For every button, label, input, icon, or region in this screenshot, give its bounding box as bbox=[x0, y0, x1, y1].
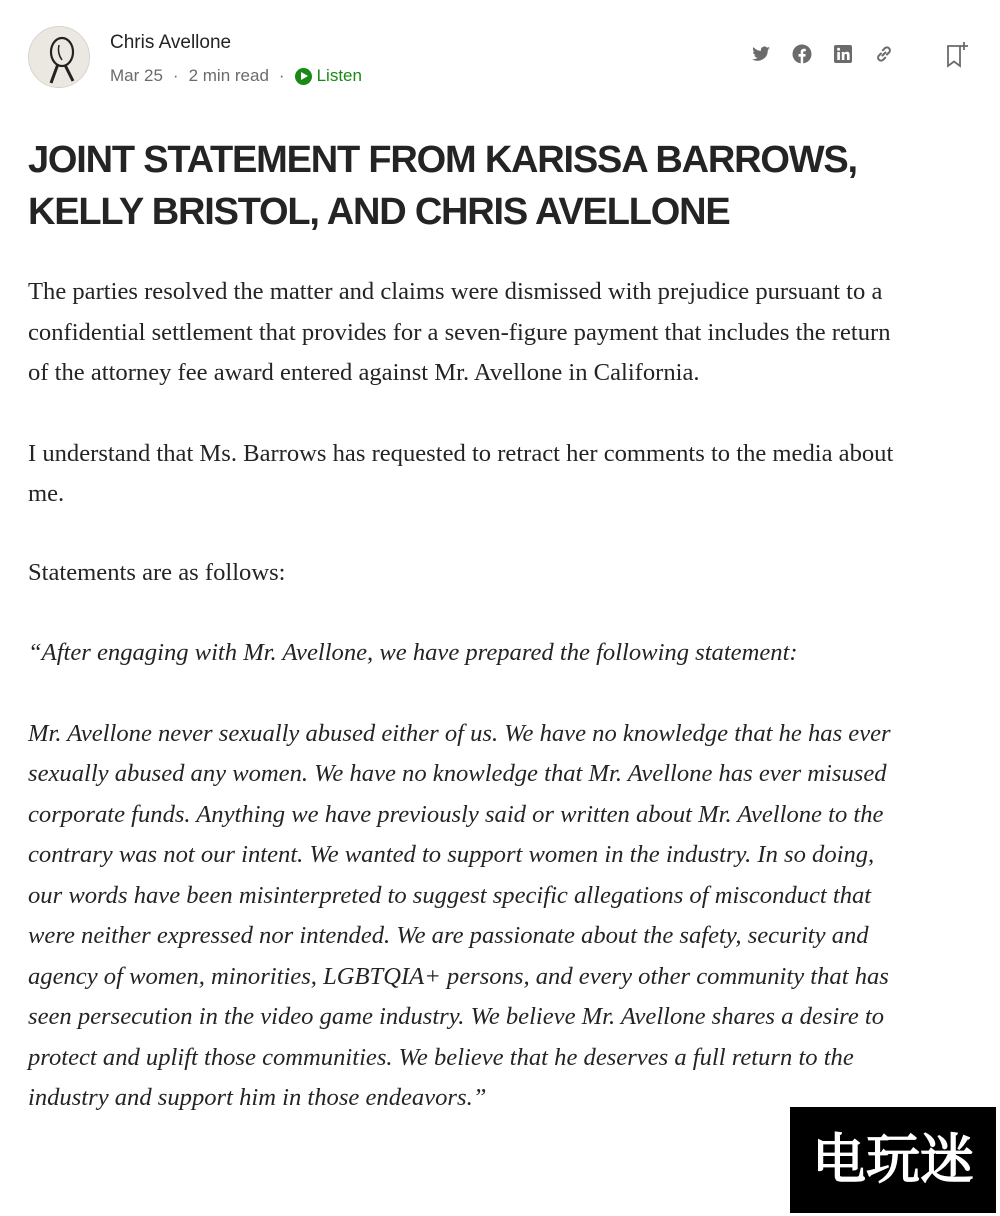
article-meta bbox=[110, 66, 362, 86]
listen-button[interactable] bbox=[295, 66, 362, 86]
author-name[interactable]: Chris Avellone bbox=[110, 32, 232, 53]
meta-separator: · bbox=[278, 66, 285, 85]
link-icon[interactable] bbox=[872, 42, 896, 66]
linkedin-icon[interactable] bbox=[831, 42, 855, 66]
share-toolbar bbox=[749, 42, 896, 66]
read-time: 2 min read bbox=[188, 66, 269, 85]
twitter-icon[interactable] bbox=[749, 42, 773, 66]
article-paragraph: The parties resolved the matter and claims were dismissed with prejudice pursuant to a confidential settlement that provides for a seven-figure payment that includes the return of the attorney fee award entered against Mr. Avellone in California. bbox=[28, 278, 891, 386]
article-paragraph: Statements are as follows: bbox=[28, 558, 286, 586]
play-icon bbox=[295, 68, 312, 85]
article-title: JOINT STATEMENT FROM KARISSA BARROWS, KELLY BRISTOL, AND CHRIS AVELLONE bbox=[28, 139, 857, 233]
article-body bbox=[28, 272, 908, 1119]
listen-label: Listen bbox=[316, 66, 362, 85]
site-watermark-logo bbox=[790, 1107, 996, 1213]
author-avatar[interactable] bbox=[28, 26, 90, 88]
publish-date: Mar 25 bbox=[110, 66, 163, 85]
watermark-text: 电玩迷 bbox=[812, 1128, 974, 1191]
quote-intro: “After engaging with Mr. Avellone, we have prepared the following statement: bbox=[28, 639, 798, 666]
article-paragraph: I understand that Ms. Barrows has requested to retract her comments to the media about me. bbox=[28, 439, 894, 507]
article-header bbox=[28, 26, 972, 96]
meta-separator: · bbox=[172, 66, 179, 85]
quoted-statement: Mr. Avellone never sexually abused either of us. We have no knowledge that he has ever sexually abused any women. We have no knowledge that Mr. Avellone has ever misused corporate funds. Anything we have previously said or written about Mr. Avellone to the contrary was not our intent. We wanted to support women in the industry. In so doing, our words have been misinterpreted to suggest specific allegations of misconduct that were neither expressed nor intended. We are passionate about the safety, security and agency of women, minorities, LGBTQIA+ persons, and every other community that has seen persecution in the video game industry. We believe Mr. Avellone shares a desire to protect and uplift those communities. We believe that he deserves a full return to the industry and support him in those endeavors.” bbox=[28, 719, 891, 1111]
bookmark-add-icon[interactable] bbox=[944, 40, 972, 70]
facebook-icon[interactable] bbox=[790, 42, 814, 66]
